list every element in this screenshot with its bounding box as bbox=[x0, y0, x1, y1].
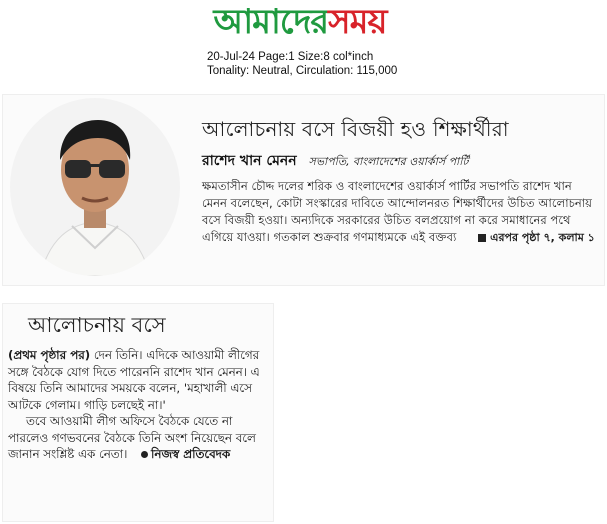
article-headline: আলোচনায় বসে বিজয়ী হও শিক্ষার্থীরা bbox=[202, 117, 509, 141]
clipping-metadata bbox=[207, 50, 397, 78]
inner-page-clipping bbox=[2, 303, 274, 522]
continuation-note bbox=[478, 231, 595, 244]
masthead-part-2: সময় bbox=[328, 2, 387, 42]
signature-text: নিজস্ব প্রতিবেদক bbox=[151, 447, 231, 461]
continuation-lead: (প্রথম পৃষ্ঠার পর) bbox=[8, 348, 91, 362]
byline-role: সভাপতি, বাংলাদেশের ওয়ার্কার্স পার্টি bbox=[308, 155, 469, 168]
portrait-photo bbox=[10, 98, 180, 276]
newspaper-masthead bbox=[120, 2, 480, 42]
metadata-line-page: 20-Jul-24 Page:1 Size:8 col*inch bbox=[207, 51, 374, 63]
continuation-paragraph-2: তবে আওয়ামী লীগ অফিসে বৈঠকে যেতে না পারলেও গণভবনের বৈঠকে তিনি অংশ নিয়েছেন বলে জানান সংশ্লিষ্ট এক নেতা। bbox=[8, 414, 256, 461]
square-bullet-icon bbox=[478, 234, 486, 242]
continuation-text: এরপর পৃষ্ঠা ৭, কলাম ১ bbox=[490, 231, 595, 244]
continuation-paragraph-1: দেন তিনি। এদিকে আওয়ামী লীগের সঙ্গে বৈঠকে যোগ দিতে পারেননি রাশেদ খান মেনন। এ বিষয়ে তিনি আমাদের সময়কে বলেন, 'মহাখালী এসে আটকে গেলাম। গাড়ি চলছেই না।' bbox=[8, 348, 260, 412]
bullet-dot-icon bbox=[141, 451, 148, 458]
portrait-illustration bbox=[10, 98, 180, 276]
front-page-clipping bbox=[2, 94, 605, 286]
article-body-text: ক্ষমতাসীন চৌদ্দ দলের শরিক ও বাংলাদেশের ওয়ার্কার্স পার্টির সভাপতি রাশেদ খান মেনন বলেছেন, কোটা সংস্কারের দাবিতে আন্দোলনরত শিক্ষার্থীদের উচিত আলোচনায় বসে বিজয়ী হওয়া। অন্যদিকে সরকারের উচিত বলপ্রয়োগ না করে সমাধানের পথে এগিয়ে যাওয়া। গতকাল শুক্রবার গণমাধ্যমকে এই বক্তব্য bbox=[202, 179, 592, 244]
masthead-part-1: আমাদের bbox=[213, 2, 329, 42]
reporter-signature bbox=[141, 447, 230, 461]
continuation-body bbox=[8, 347, 266, 463]
continuation-headline: আলোচনায় বসে bbox=[28, 313, 166, 337]
byline-name: রাশেদ খান মেনন bbox=[202, 153, 297, 169]
byline bbox=[202, 152, 602, 171]
article-body bbox=[202, 178, 600, 246]
metadata-line-tonality: Tonality: Neutral, Circulation: 115,000 bbox=[207, 65, 398, 77]
